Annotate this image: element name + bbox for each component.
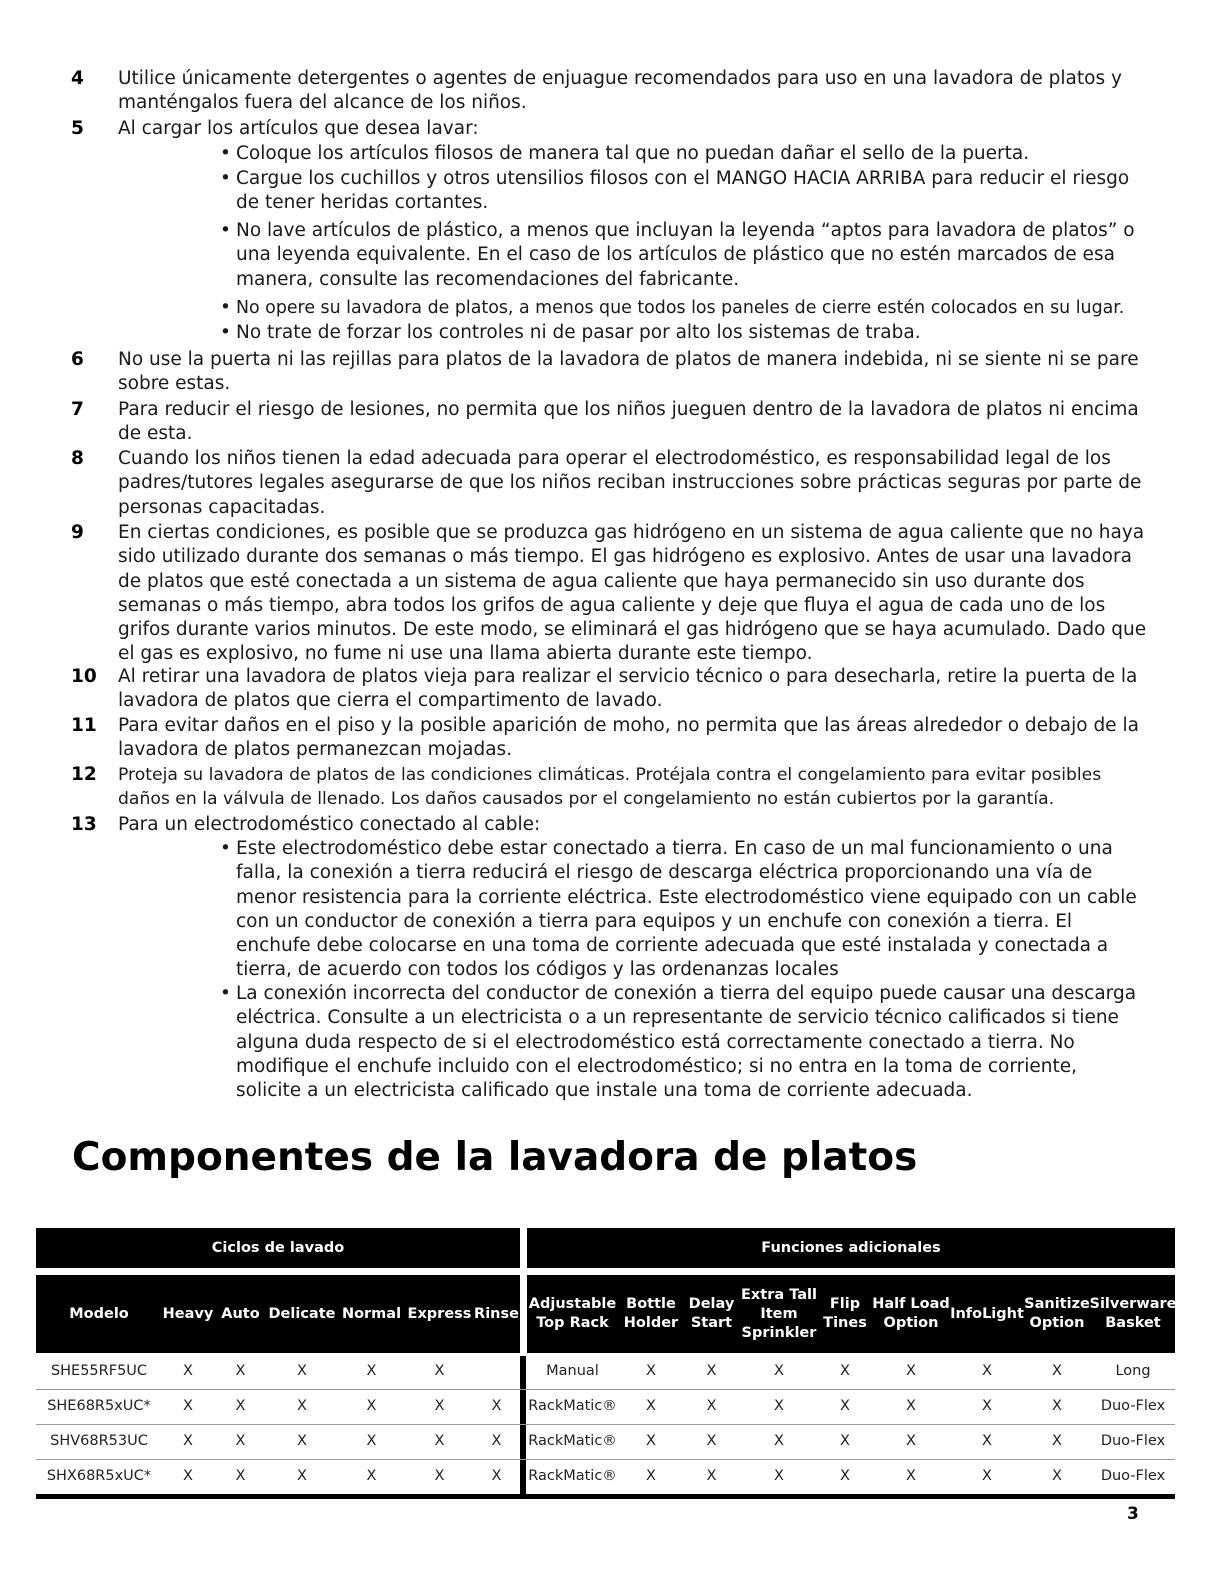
item-number: 13 [71, 814, 97, 835]
column-header: InfoLight [950, 1305, 1024, 1322]
item-number: 6 [71, 349, 84, 370]
column-header: Heavy [162, 1305, 214, 1322]
table-cell: X [366, 1433, 377, 1449]
item-number: 4 [71, 68, 84, 89]
bullet-icon: • [220, 143, 231, 164]
bullet-icon: • [220, 322, 231, 343]
table-cell: Long [1115, 1363, 1151, 1379]
table-cell: X [906, 1398, 916, 1414]
table-cell: X [982, 1468, 992, 1484]
table-cell: RackMatic® [528, 1398, 617, 1414]
bullet-text: Cargue los cuchillos y otros utensilios filosos con el MANGO HACIA ARRIBA para reducir el riesgo de tener heridas cortantes. [236, 168, 1130, 214]
column-header: Auto [221, 1305, 260, 1322]
table-cell: SHV68R53UC [50, 1433, 148, 1449]
item-text: Para un electrodoméstico conectado al cable: [118, 814, 541, 835]
table-cell: RackMatic® [528, 1433, 617, 1449]
table-cell: X [366, 1398, 377, 1414]
column-header: Half Load Option [872, 1296, 950, 1331]
table-cell: X [235, 1468, 246, 1484]
table-cell: X [840, 1363, 850, 1379]
item-text: Para evitar daños en el piso y la posible aparición de moho, no permita que las áreas alrededor o debajo de la lavadora de platos permanezcan mojadas. [118, 715, 1139, 761]
table-cell: RackMatic® [528, 1468, 617, 1484]
bullet-text: No lave artículos de plástico, a menos que incluyan la leyenda “aptos para lavadora de platos” o una leyenda equivalente. En el caso de los artículos de plástico que no estén marcados de esa manera, consulte las recomendaciones del fabricante. [236, 220, 1135, 290]
table-cell: SHE68R5xUC* [47, 1398, 151, 1414]
table-cell: X [183, 1433, 193, 1449]
table-cell: SHE55RF5UC [50, 1363, 148, 1379]
bullet-text: No opere su lavadora de platos, a menos que todos los paneles de cierre estén colocados en su lugar. [236, 298, 1125, 318]
table-cell: X [774, 1468, 784, 1484]
column-header: Flip Tines [823, 1296, 867, 1331]
column-header: Normal [341, 1305, 402, 1322]
table-cell: X [297, 1398, 307, 1414]
table-group-header-wash-cycles [36, 1228, 520, 1268]
item-text: Al cargar los artículos que desea lavar: [118, 118, 479, 139]
bullet-icon: • [220, 220, 231, 241]
table-cell: Manual [546, 1363, 599, 1379]
bullet-icon: • [220, 838, 231, 859]
group-label: Ciclos de lavado [211, 1240, 345, 1256]
table-cell: X [434, 1363, 445, 1379]
table-cell: X [183, 1398, 193, 1414]
item-text: No use la puerta ni las rejillas para platos de la lavadora de platos de manera indebida, ni se siente ni se pare sobre estas. [118, 349, 1139, 395]
table-cell [473, 1354, 520, 1389]
bullet-text: Este electrodoméstico debe estar conectado a tierra. En caso de un mal funcionamiento o una falla, la conexión a tierra reducirá el riesgo de descarga eléctrica proporcionando una vía de menor resistencia para la corriente eléctrica. Este electrodoméstico viene equipado con un cable con un conductor de conexión a tierra para equipos y un enchufe con conexión a tierra. El enchufe debe colocarse en una toma de corriente adecuada que esté instalada y conectada a tierra, de acuerdo con todos los códigos y las ordenanzas locales [236, 838, 1137, 981]
column-header: Silverware Basket [1089, 1296, 1177, 1331]
table-cell: X [706, 1468, 717, 1484]
table-cell: X [297, 1433, 307, 1449]
item-text: En ciertas condiciones, es posible que se produzca gas hidrógeno en un sistema de agua caliente que no haya sido utilizado durante dos semanas o más tiempo. El gas hidrógeno es explosivo. Antes de usar una lavadora de platos que esté conectada a un sistema de agua caliente que haya permanecido sin uso durante dos semanas o más tiempo, abra todos los grifos de agua caliente y deje que fluya el agua de cada uno de los grifos durante varios minutos. De este modo, se eliminará el gas hidrógeno que se haya acumulado. Dado que el gas es explosivo, no fume ni use una llama abierta durante este tiempo. [118, 522, 1147, 665]
table-cell: X [491, 1398, 502, 1414]
table-cell: X [235, 1398, 246, 1414]
column-header: Rinse [474, 1305, 519, 1322]
item-text: Al retirar una lavadora de platos vieja para realizar el servicio técnico o para desecharla, retire la puerta de la lavadora de platos que cierra el compartimento de lavado. [118, 666, 1138, 712]
column-header: Extra Tall Item Sprinkler [741, 1286, 817, 1341]
bullet-icon: • [220, 983, 231, 1004]
column-header: Bottle Holder [623, 1296, 679, 1331]
table-cell: X [297, 1363, 307, 1379]
table-group-header-additional-features [527, 1228, 1175, 1268]
table-cell: X [646, 1398, 656, 1414]
table-cell: X [774, 1363, 784, 1379]
table-header-right [527, 1275, 1175, 1353]
table-cell: X [982, 1398, 992, 1414]
table-cell: SHX68R5xUC* [46, 1468, 152, 1484]
table-cell: X [906, 1433, 916, 1449]
table-row [36, 1459, 1175, 1494]
item-number: 9 [71, 522, 84, 543]
table-cell: X [706, 1398, 717, 1414]
item-text: Utilice únicamente detergentes o agentes de enjuague recomendados para uso en una lavadora de platos y manténgalos fuera del alcance de los niños. [118, 68, 1122, 114]
item-text: Cuando los niños tienen la edad adecuada para operar el electrodoméstico, es responsabilidad legal de los padres/tutores legales asegurarse de que los niños reciban instrucciones sobre prácticas seguras por parte de personas capacitadas. [118, 448, 1142, 518]
table-cell: X [840, 1468, 850, 1484]
item-number: 8 [71, 448, 84, 469]
table-bottom-rule [36, 1494, 1175, 1499]
table-cell: X [646, 1363, 656, 1379]
table-cell: X [235, 1433, 246, 1449]
table-cell: X [982, 1363, 992, 1379]
item-number: 5 [71, 118, 84, 139]
item-text: Para reducir el riesgo de lesiones, no permita que los niños jueguen dentro de la lavadora de platos ni encima de esta. [118, 399, 1139, 445]
column-header: Adjustable Top Rack [528, 1296, 617, 1331]
table-cell: X [646, 1433, 656, 1449]
table-cell: X [1052, 1363, 1062, 1379]
table-row [36, 1354, 1175, 1390]
table-cell: X [366, 1363, 377, 1379]
table-cell: X [774, 1398, 784, 1414]
item-number: 7 [71, 399, 84, 420]
table-cell: X [491, 1468, 502, 1484]
bullet-icon: • [220, 297, 231, 318]
table-cell: X [297, 1468, 307, 1484]
bullet-text: No trate de forzar los controles ni de pasar por alto los sistemas de traba. [236, 322, 921, 343]
table-cell: X [434, 1433, 445, 1449]
table-cell: X [434, 1398, 445, 1414]
bullet-icon: • [220, 168, 231, 189]
table-cell: X [491, 1433, 502, 1449]
table-cell: X [183, 1363, 193, 1379]
section-heading: Componentes de la lavadora de platos [72, 1135, 918, 1180]
table-cell: X [183, 1468, 193, 1484]
group-label: Funciones adicionales [761, 1240, 941, 1256]
table-cell: X [1052, 1468, 1062, 1484]
table-cell: Duo-Flex [1100, 1468, 1166, 1484]
bullet-text: La conexión incorrecta del conductor de conexión a tierra del equipo puede causar una descarga eléctrica. Consulte a un electricista o a un representante de servicio técnico calificados si tiene alguna duda respecto de si el electrodoméstico está correctamente conectado a tierra. No modifique el enchufe incluido con el electrodoméstico; si no entra en la toma de corriente, solicite a un electricista calificado que instale una toma de corriente adecuada. [236, 983, 1137, 1102]
column-header: Delay Start [688, 1296, 735, 1331]
table-cell: X [706, 1363, 717, 1379]
table-cell: X [235, 1363, 246, 1379]
table-cell: X [366, 1468, 377, 1484]
table-cell: X [982, 1433, 992, 1449]
bullet-text: Coloque los artículos filosos de manera tal que no puedan dañar el sello de la puerta. [236, 143, 1030, 164]
table-cell: X [434, 1468, 445, 1484]
page-number: 3 [1127, 1504, 1139, 1524]
table-cell: X [706, 1433, 717, 1449]
item-number: 10 [71, 666, 97, 687]
table-cell: X [906, 1363, 916, 1379]
table-cell: X [774, 1433, 784, 1449]
column-header: Sanitize Option [1024, 1296, 1090, 1331]
item-text: Proteja su lavadora de platos de las condiciones climáticas. Protéjala contra el congelamiento para evitar posibles daños en la válvula de llenado. Los daños causados por el congelamiento no están cubiertos por la garantía. [118, 765, 1102, 810]
table-cell: Duo-Flex [1100, 1433, 1166, 1449]
table-row [36, 1389, 1175, 1425]
table-cell: X [906, 1468, 916, 1484]
column-header: Modelo [69, 1305, 129, 1322]
table-cell: X [840, 1398, 850, 1414]
table-row [36, 1424, 1175, 1460]
item-number: 12 [71, 764, 97, 785]
table-cell: X [840, 1433, 850, 1449]
column-header: Express [407, 1305, 472, 1322]
column-header: Delicate [268, 1305, 336, 1322]
table-cell: X [1052, 1433, 1062, 1449]
table-cell: Duo-Flex [1100, 1398, 1166, 1414]
table-cell: X [1052, 1398, 1062, 1414]
table-header-left [36, 1275, 520, 1353]
table-cell: X [646, 1468, 656, 1484]
item-number: 11 [71, 715, 97, 736]
